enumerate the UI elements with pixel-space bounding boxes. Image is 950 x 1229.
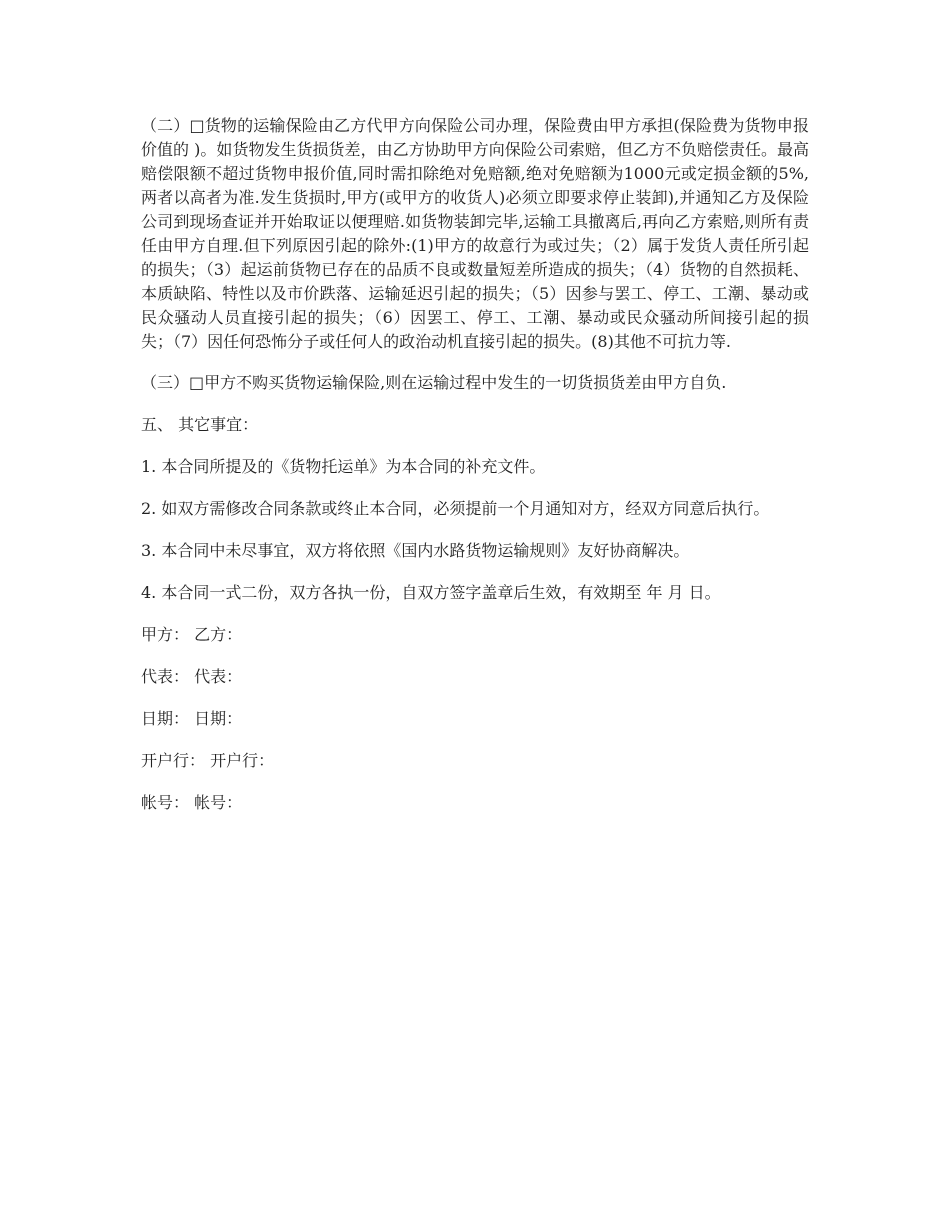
section-five-item-3: 3. 本合同中未尽事宜，双方将依照《国内水路货物运输规则》友好协商解决。 <box>141 541 690 560</box>
section-five-heading: 五、 其它事宜： <box>141 415 259 434</box>
section-five-item-4: 4. 本合同一式二份，双方各执一份，自双方签字盖章后生效，有效期至 年 月 日。 <box>141 583 721 602</box>
section-five-item-1: 1. 本合同所提及的《货物托运单》为本合同的补充文件。 <box>141 457 546 476</box>
clause-two-paragraph: （二）□货物的运输保险由乙方代甲方向保险公司办理，保险费由甲方承担(保险费为货物申报价值的 )。如货物发生货损货差，由乙方协助甲方向保险公司索赔，但乙方不负赔偿责任。最高赔偿限额不超过货物申报价值,同时需扣除绝对免赔额,绝对免赔额为1000元或定损金额的5%,两者以高者为准.发生货损时,甲方(或甲方的收货人)必须立即要求停止装卸),并通知乙方及保险公司到现场查证并开始取证以便理赔.如货物装卸完毕,运输工具撤离后,再向乙方索赔,则所有责任由甲方自理.但下列原因引起的除外:(1)甲方的故意行为或过失；（2）属于发货人责任所引起的损失；（3）起运前货物已存在的品质不良或数量短差所造成的损失；（4）货物的自然损耗、本质缺陷、特性以及市价跌落、运输延迟引起的损失；（5）因参与罢工、停工、工潮、暴动或民众骚动人员直接引起的损失；（6）因罢工、停工、工潮、暴动或民众骚动所间接引起的损失；（7）因任何恐怖分子或任何人的政治动机直接引起的损失。(8)其他不可抗力等. <box>141 116 809 351</box>
signature-party-line: 甲方： 乙方： <box>141 625 243 644</box>
signature-representative-line: 代表： 代表： <box>141 667 243 686</box>
document-body <box>141 112 809 833</box>
section-five-item-2: 2. 如双方需修改合同条款或终止本合同，必须提前一个月通知对方，经双方同意后执行。 <box>141 499 770 518</box>
clause-three-paragraph: （三）□甲方不购买货物运输保险,则在运输过程中发生的一切货损货差由甲方自负. <box>141 373 727 392</box>
signature-account-line: 帐号： 帐号： <box>141 793 243 812</box>
signature-date-line: 日期： 日期： <box>141 709 243 728</box>
signature-bank-line: 开户行： 开户行： <box>141 751 275 770</box>
